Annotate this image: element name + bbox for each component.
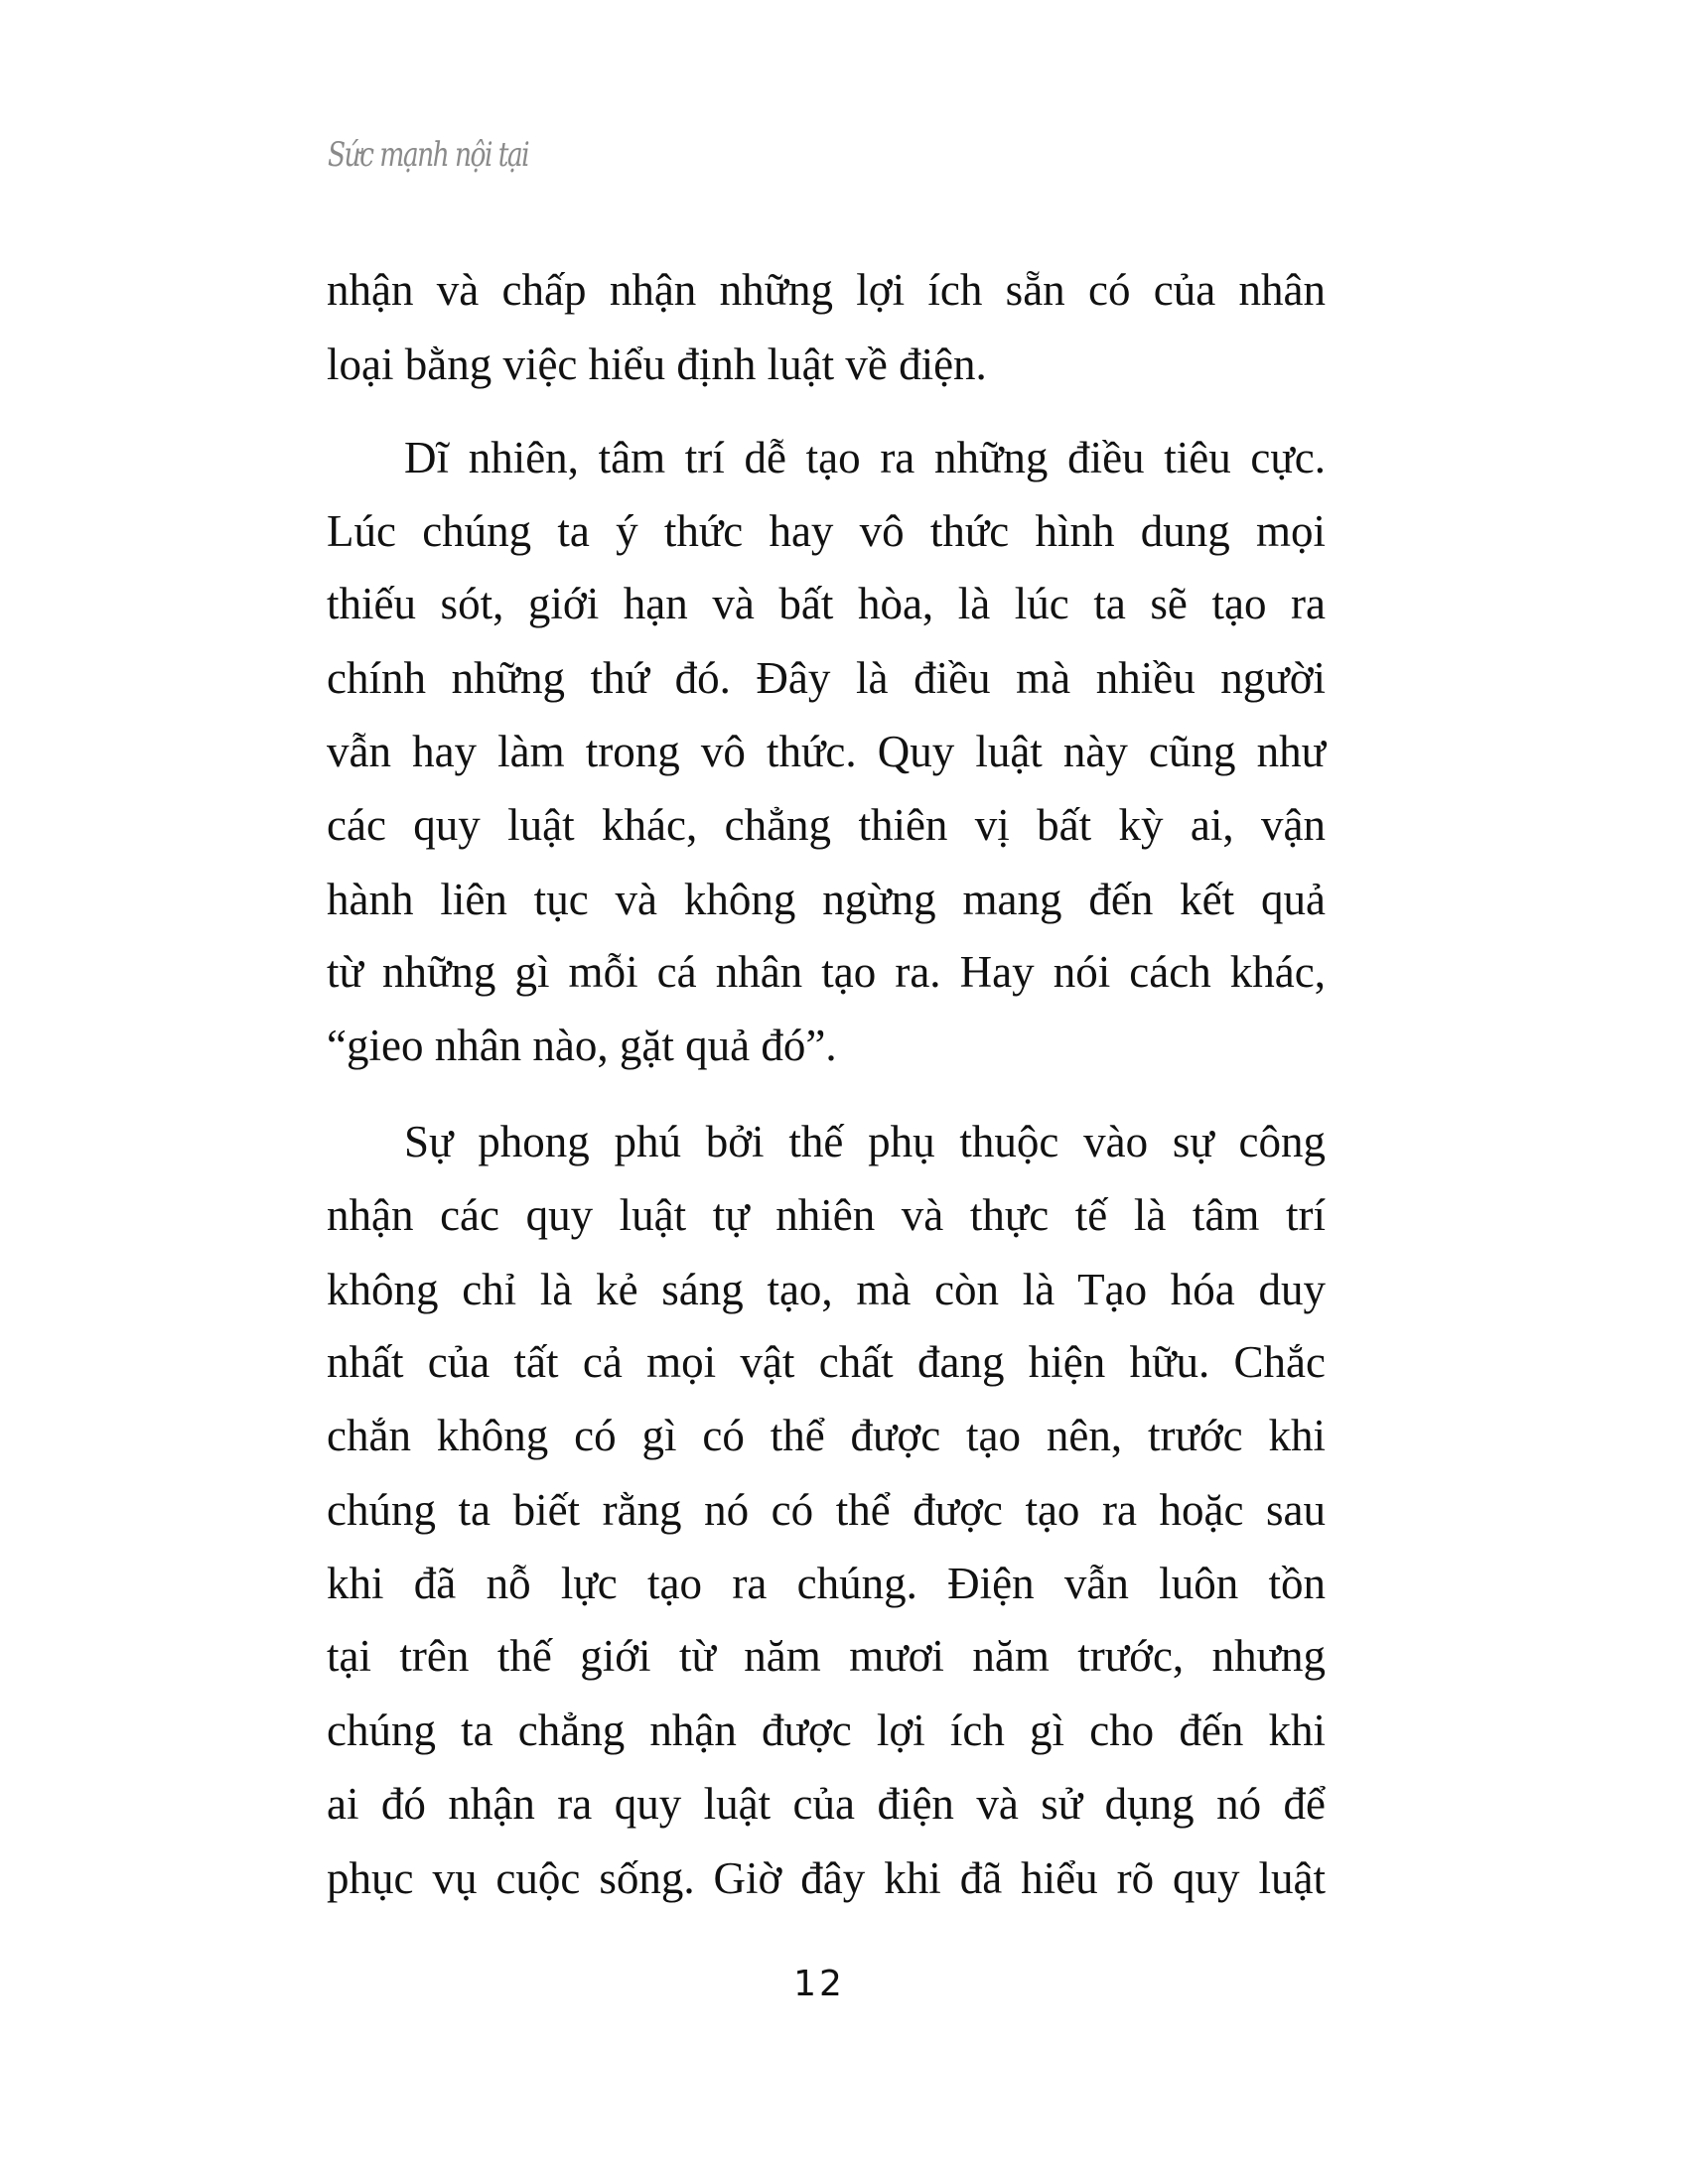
text-line: khi đã nỗ lực tạo ra chúng. Điện vẫn luôn tồn (327, 1559, 1326, 1608)
text-line: từ những gì mỗi cá nhân tạo ra. Hay nói cách khác, (327, 947, 1326, 997)
page-number: 12 (793, 1964, 845, 2004)
text-line: ai đó nhận ra quy luật của điện và sử dụng nó để (327, 1779, 1326, 1829)
text-line: không chỉ là kẻ sáng tạo, mà còn là Tạo hóa duy (327, 1265, 1326, 1314)
text-line: vẫn hay làm trong vô thức. Quy luật này cũng như (327, 727, 1326, 776)
text-line: loại bằng việc hiểu định luật về điện. (327, 340, 987, 389)
text-line: Sự phong phú bởi thế phụ thuộc vào sự công (404, 1117, 1326, 1166)
text-line: nhất của tất cả mọi vật chất đang hiện hữu. Chắc (327, 1337, 1326, 1387)
text-line: chúng ta biết rằng nó có thể được tạo ra hoặc sau (327, 1485, 1326, 1535)
text-line: chắn không có gì có thể được tạo nên, trước khi (327, 1411, 1326, 1460)
text-line: phục vụ cuộc sống. Giờ đây khi đã hiểu rõ quy luật (327, 1853, 1326, 1903)
text-line: nhận và chấp nhận những lợi ích sẵn có của nhân (327, 265, 1326, 315)
text-line: Dĩ nhiên, tâm trí dễ tạo ra những điều tiêu cực. (404, 433, 1326, 482)
text-line: Lúc chúng ta ý thức hay vô thức hình dung mọi (327, 506, 1326, 556)
text-line: chính những thứ đó. Đây là điều mà nhiều người (327, 653, 1326, 703)
text-line: nhận các quy luật tự nhiên và thực tế là tâm trí (327, 1190, 1326, 1240)
text-line: thiếu sót, giới hạn và bất hòa, là lúc ta sẽ tạo ra (327, 579, 1326, 628)
text-line: các quy luật khác, chẳng thiên vị bất kỳ ai, vận (327, 800, 1326, 850)
running-header: Sức mạnh nội tại (328, 135, 529, 175)
text-line: tại trên thế giới từ năm mươi năm trước, nhưng (327, 1631, 1326, 1681)
text-line: hành liên tục và không ngừng mang đến kết quả (327, 875, 1326, 924)
text-line: chúng ta chẳng nhận được lợi ích gì cho đến khi (327, 1706, 1326, 1755)
text-line: “gieo nhân nào, gặt quả đó”. (327, 1021, 837, 1070)
